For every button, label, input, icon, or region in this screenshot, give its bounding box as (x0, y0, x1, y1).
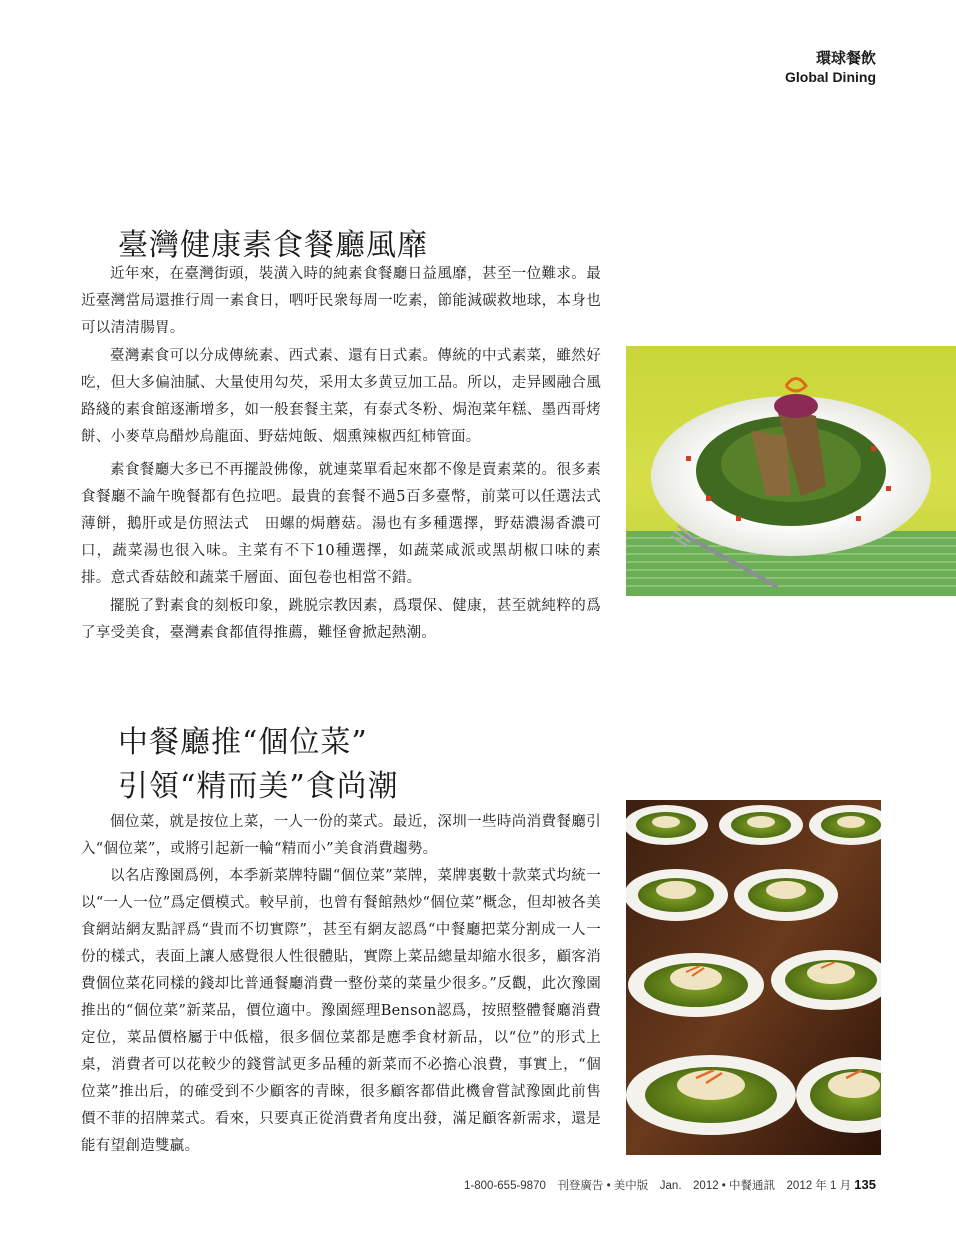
page-number: 135 (854, 1177, 876, 1192)
article1-paragraph: 臺灣素食可以分成傳統素、西式素、還有日式素。傳統的中式素菜，雖然好吃，但大多偏油膩、大量使用勾芡，采用太多黄豆加工品。所以，走异國融合風路綫的素食館逐漸增多，如一般套餐主菜，有泰式冬粉、焗泡菜年糕、墨西哥烤餅、小麥草烏醋炒烏龍面、野菇炖飯、烟熏辣椒西紅柿管面。 (81, 348, 601, 445)
article1-title: 臺灣健康素食餐廳風靡 (118, 228, 428, 263)
page-footer (464, 1177, 876, 1193)
article1-paragraph: 擺脱了對素食的刻板印象，跳脱宗教因素，爲環保、健康，甚至就純粹的爲了享受美食，臺灣素食都值得推薦，難怪會掀起熱潮。 (81, 598, 601, 641)
section-title-en: Global Dining (785, 69, 876, 85)
section-header (785, 48, 876, 86)
soup-bowls-photo (626, 800, 881, 1155)
article2-paragraph: 以名店豫園爲例，本季新菜牌特闢“個位菜”菜牌，菜牌裏數十款菜式均統一以“一人一位”爲定價模式。較早前，也曾有餐館熱炒“個位菜”概念，但却被各美食網站網友點評爲“貴而不切實際”，甚至有網友認爲“中餐廳把菜分割成一人一份的樣式，表面上讓人感覺很人性很體貼，實際上菜品總量却縮水很多，顧客消費個位菜花同樣的錢却比普通餐廳消費一整份菜的菜量少很多。”反觀，此次豫園推出的“個位菜”新菜品，價位適中。豫園經理Benson認爲，按照整體餐廳消費定位，菜品價格屬于中低檔，很多個位菜都是應季食材新品，以“位”的形式上桌，消費者可以花較少的錢嘗試更多品種的新菜而不必擔心浪費，事實上，“個位菜”推出后，的確受到不少顧客的青睞，很多顧客都借此機會嘗試豫園此前售價不菲的招牌菜式。看來，只要真正從消費者角度出發，滿足顧客新需求，還是能有望創造雙贏。 (81, 868, 601, 1154)
article1-paragraph: 素食餐廳大多已不再擺設佛像，就連菜單看起來都不像是賣素菜的。很多素食餐廳不論午晚餐都有色拉吧。最貴的套餐不過5百多臺幣，前菜可以任選法式薄餅，鵝肝或是仿照法式 田螺的焗蘑菇。湯也有多種選擇，野菇濃湯香濃可口，蔬菜湯也很入味。主菜有不下10種選擇，如蔬菜咸派或黑胡椒口味的素排。意式香菇餃和蔬菜千層面、面包卷也相當不錯。 (81, 462, 601, 586)
article2-title-line2: 引領“精而美”食尚潮 (118, 769, 399, 804)
section-title-zh: 環球餐飲 (815, 49, 876, 67)
salad-plate-photo (626, 346, 956, 596)
footer-text: 1-800-655-9870 刊登廣告 • 美中版 Jan. 2012 • 中餐通訊 2012 年 1 月 (464, 1180, 852, 1192)
article2-paragraph: 個位菜，就是按位上菜，一人一份的菜式。最近，深圳一些時尚消費餐廳引入“個位菜”，或將引起新一輪“精而小”美食消費趨勢。 (81, 814, 601, 857)
article1-paragraph: 近年來，在臺灣街頭，裝潢入時的純素食餐廳日益風靡，甚至一位難求。最近臺灣當局還推行周一素食日，呬吁民衆每周一吃素，節能減碳救地球，本身也可以清清腸胃。 (81, 266, 601, 336)
article2-title-line1: 中餐廳推“個位菜” (118, 725, 368, 760)
